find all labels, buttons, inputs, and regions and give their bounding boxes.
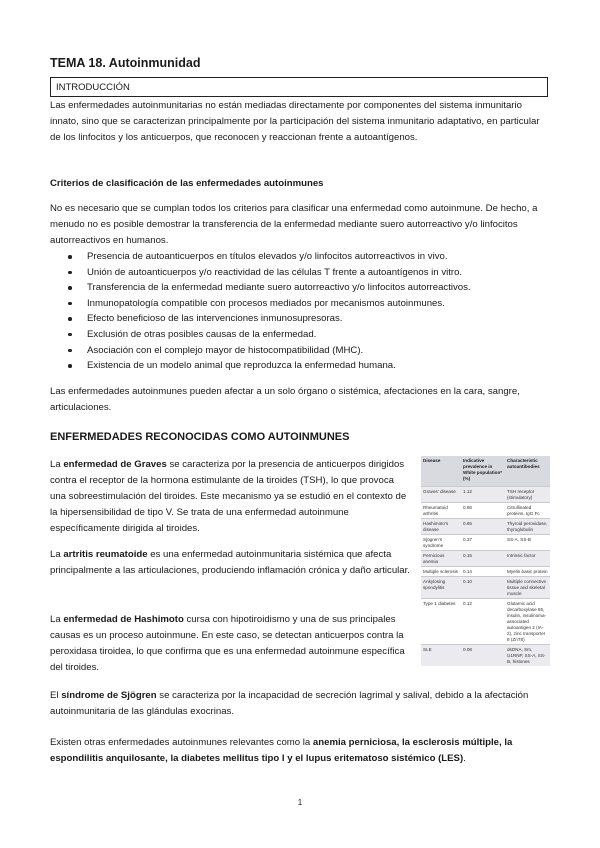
list-item: Presencia de autoanticuerpos en títulos elevados y/o linfocitos autorreactivos in vivo.	[50, 249, 550, 265]
sjogren-paragraph: El síndrome de Sjögren se caracteriza por la incapacidad de secreción lagrimal y salival, debido a la afectación autoinmunitaria de las glándulas exocrinas.	[50, 690, 529, 718]
criteria-list	[50, 249, 550, 374]
hashimoto-term: enfermedad de Hashimoto	[63, 614, 184, 625]
page-title: TEMA 18. Autoinmunidad	[50, 56, 201, 70]
bullet-icon	[68, 286, 72, 290]
table-row: SLE 0.08 dsDNA, Sm, U1RNP, SS-A, SS-B, histones	[421, 645, 550, 667]
table-header: Disease	[421, 456, 461, 487]
bullet-icon	[68, 317, 72, 321]
bullet-icon	[68, 333, 72, 337]
table-header: Characteristic autoantibodies	[505, 456, 550, 487]
list-item: Transferencia de la enfermedad mediante suero autorreactivo y/o linfocitos autorreactivos.	[50, 280, 550, 296]
section-heading: ENFERMEDADES RECONOCIDAS COMO AUTOINMUNES	[50, 431, 350, 443]
table-row: Ankylosing spondylitis 0.10 Multiple connective tissue and skeletal muscle	[421, 577, 550, 599]
table-row: Hashimoto's disease 0.65 Thyroid peroxidase, thyroglobulin	[421, 519, 550, 535]
others-paragraph: Existen otras enfermedades autoinmunes relevantes como la anemia perniciosa, la esclerosis múltiple, la espondilitis anquilosante, la diabetes mellitus tipo I y el lupus eritematoso sistémico (LES).	[50, 737, 513, 765]
list-item: Unión de autoanticuerpos y/o reactividad de las células T frente a autoantígenos in vitro.	[50, 265, 550, 281]
sjogren-term: síndrome de Sjögren	[61, 690, 157, 701]
ra-term: artritis reumatoide	[63, 549, 148, 560]
criteria-intro: No es necesario que se cumplan todos los criterios para clasificar una enfermedad como autoinmune. De hecho, a menudo no es posible demostrar la transferencia de la enfermedad mediante suero autorreactivo y/o linfocitos autorreactivos en humanos.	[50, 203, 538, 247]
bullet-icon	[68, 271, 72, 275]
table-header: Indicative prevalence in White population* (%)	[461, 456, 505, 487]
page-number: 1	[297, 798, 303, 807]
table-row: Type 1 diabetes 0.12 Glutamic acid decarboxylase 65, insulin, insulinoma-associated autoantigen 2 (IA-2), zinc transporter 8 (ZnT8)	[421, 599, 550, 645]
bullet-icon	[68, 349, 72, 353]
list-item: Exclusión de otras posibles causas de la enfermedad.	[50, 327, 550, 343]
list-item: Existencia de un modelo animal que reproduzca la enfermedad humana.	[50, 358, 550, 374]
others-term: anemia perniciosa, la esclerosis múltiple, la espondilitis anquilosante, la diabetes mellitus tipo I y el lupus eritematoso sistémico (LES)	[50, 737, 513, 765]
table-row: Graves' disease 1.12 TSH receptor (stimulatory)	[421, 487, 550, 503]
table-row: Rheumatoid arthritis 0.86 Citrullinated proteins, IgG Fc	[421, 503, 550, 519]
bullet-icon	[68, 364, 72, 368]
list-item: Inmunopatología compatible con procesos mediados por mecanismos autoinmunes.	[50, 296, 550, 312]
table-header-row	[421, 456, 550, 487]
graves-paragraph: La enfermedad de Graves se caracteriza por la presencia de anticuerpos dirigidos contra el receptor de la hormona estimulante de la tiroides (TSH), lo que provoca una sobreestimulación del tiroides. Este mecanismo ya se estudió en el contexto de la hipersensibilidad de tipo V. Se trata de una enfermedad autoinmune específicamente dirigida al tiroides.	[50, 459, 407, 534]
intro-paragraph: Las enfermedades autoinmunitarias no están mediadas directamente por componentes del sistema inmunitario innato, sino que se caracterizan principalmente por la participación del sistema inmunitario adaptativo, en particular de los linfocitos y los anticuerpos, que reconocen y reaccionan frente a autoantígenos.	[50, 100, 540, 144]
intro-section-box: INTRODUCCIÓN	[50, 77, 548, 97]
list-item: Asociación con el complejo mayor de histocompatibilidad (MHC).	[50, 343, 550, 359]
organ-paragraph: Las enfermedades autoinmunes pueden afectar a un solo órgano o sistémica, afectaciones en la cara, sangre, articulaciones.	[50, 386, 520, 414]
table-row: Pernicious anemia 0.15 Intrinsic factor	[421, 551, 550, 567]
bullet-icon	[68, 255, 72, 259]
criteria-heading: Criterios de clasificación de las enfermedades autoinmunes	[50, 178, 324, 189]
autoimmune-disease-table	[421, 456, 550, 666]
ra-paragraph: La artritis reumatoide es una enfermedad autoinmunitaria sistémica que afecta principalmente a las articulaciones, produciendo inflamación crónica y daño articular.	[50, 549, 410, 576]
hashimoto-paragraph: La enfermedad de Hashimoto cursa con hipotiroidismo y una de sus principales causas es un proceso autoinmune. En este caso, se detectan anticuerpos contra la peroxidasa tiroidea, lo que confirma que es una enfermedad autoinmune específica del tiroides.	[50, 614, 405, 673]
graves-term: enfermedad de Graves	[63, 459, 167, 470]
table-row: Sjögren's syndrome 0.37 SS-A, SS-B	[421, 535, 550, 551]
bullet-icon	[68, 302, 72, 306]
list-item: Efecto beneficioso de las intervenciones inmunosupresoras.	[50, 311, 550, 327]
table-row: Multiple sclerosis 0.14 Myelin basic protein	[421, 567, 550, 577]
